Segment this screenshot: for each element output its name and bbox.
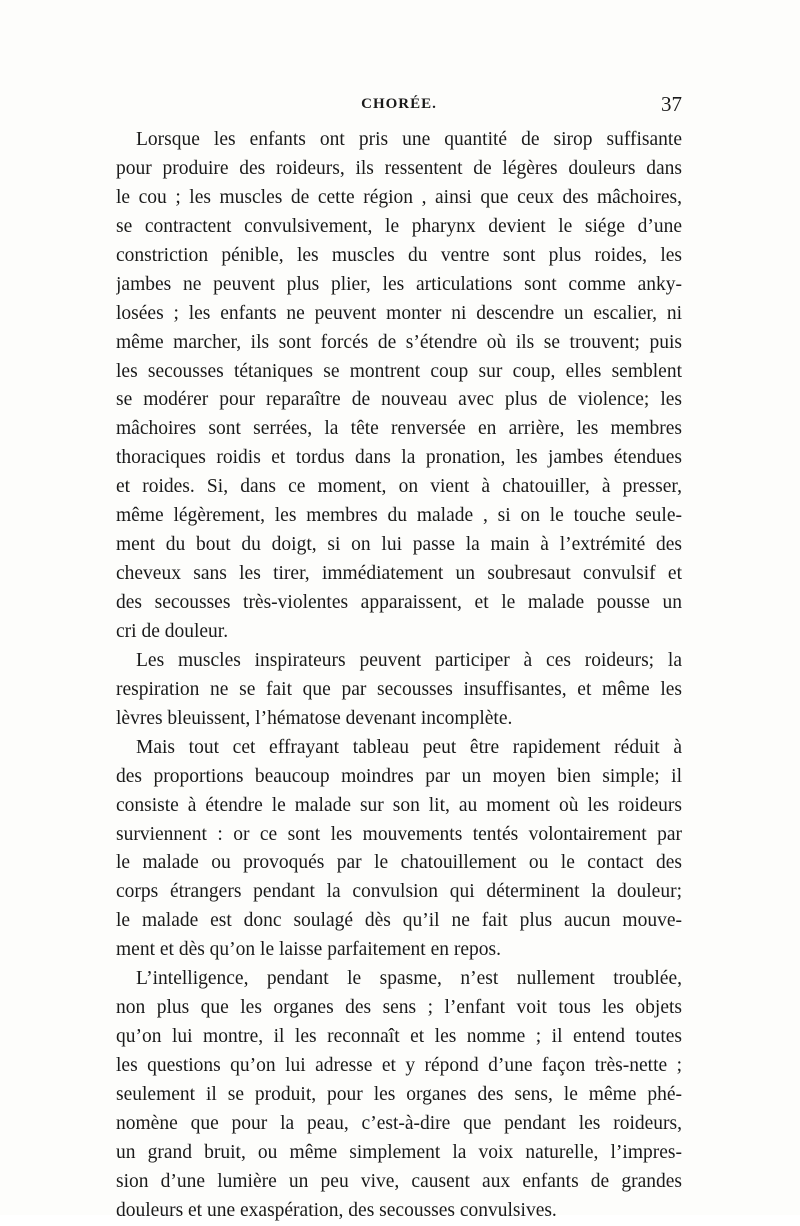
text-line: losées ; les enfants ne peuvent monter ni descendre un escalier, ni bbox=[116, 302, 682, 324]
text-line: même légèrement, les membres du malade , si on le touche seule- bbox=[116, 505, 682, 527]
text-line: un grand bruit, ou même simplement la voix naturelle, l’impres- bbox=[116, 1141, 682, 1163]
text-line: nomène que pour la peau, c’est-à-dire que pendant les roideurs, bbox=[116, 1112, 682, 1134]
text-line: jambes ne peuvent plus plier, les articulations sont comme anky- bbox=[116, 273, 682, 295]
text-line: seulement il se produit, pour les organes des sens, le même phé- bbox=[116, 1083, 682, 1105]
text-line: qu’on lui montre, il les reconnaît et les nomme ; il entend toutes bbox=[116, 1026, 682, 1048]
text-line: lèvres bleuissent, l’hématose devenant incomplète. bbox=[116, 707, 513, 729]
text-line: cheveux sans les tirer, immédiatement un soubresaut convulsif et bbox=[116, 563, 682, 585]
text-line: se contractent convulsivement, le pharynx devient le siége d’une bbox=[116, 215, 682, 237]
text-line: constriction pénible, les muscles du ventre sont plus roides, les bbox=[116, 244, 682, 266]
text-line: ment et dès qu’on le laisse parfaitement en repos. bbox=[116, 939, 501, 961]
text-line: thoraciques roidis et tordus dans la pronation, les jambes étendues bbox=[116, 447, 682, 469]
text-line: non plus que les organes des sens ; l’enfant voit tous les objets bbox=[116, 997, 682, 1019]
text-line: le malade ou provoqués par le chatouillement ou le contact des bbox=[116, 852, 682, 874]
text-line: Lorsque les enfants ont pris une quantité de sirop suffisante bbox=[136, 129, 682, 150]
text-line: Mais tout cet effrayant tableau peut être rapidement réduit à bbox=[136, 736, 682, 758]
text-line: des proportions beaucoup moindres par un moyen bien simple; il bbox=[116, 765, 682, 787]
running-title: CHORÉE. bbox=[361, 96, 437, 112]
text-line: se modérer pour reparaître de nouveau avec plus de violence; les bbox=[116, 389, 682, 411]
text-line: pour produire des roideurs, ils ressentent de légères douleurs dans bbox=[116, 157, 682, 179]
text-line: et roides. Si, dans ce moment, on vient à chatouiller, à presser, bbox=[116, 476, 682, 498]
text-line: le malade est donc soulagé dès qu’il ne fait plus aucun mouve- bbox=[116, 910, 682, 932]
text-line: surviennent : or ce sont les mouvements tentés volontairement par bbox=[116, 823, 682, 845]
text-line: Les muscles inspirateurs peuvent participer à ces roideurs; la bbox=[136, 649, 682, 671]
text-line: mâchoires sont serrées, la tête renversée en arrière, les membres bbox=[116, 418, 682, 440]
text-line: même marcher, ils sont forcés de s’étendre où ils se trouvent; puis bbox=[116, 331, 682, 353]
body-text bbox=[116, 126, 682, 1226]
running-head bbox=[116, 92, 682, 126]
text-line: le cou ; les muscles de cette région , ainsi que ceux des mâchoires, bbox=[116, 186, 682, 208]
text-line: consiste à étendre le malade sur son lit, au moment où les roideurs bbox=[116, 794, 682, 816]
text-line: sion d’une lumière un peu vive, causent aux enfants de grandes bbox=[116, 1170, 682, 1192]
text-line: cri de douleur. bbox=[116, 620, 229, 642]
text-line: les secousses tétaniques se montrent coup sur coup, elles semblent bbox=[116, 360, 682, 382]
text-line: douleurs et une exaspération, des secousses convulsives. bbox=[116, 1199, 557, 1221]
text-line: respiration ne se fait que par secousses insuffisantes, et même les bbox=[116, 678, 682, 700]
text-line: les questions qu’on lui adresse et y répond d’une façon très-nette ; bbox=[116, 1055, 682, 1076]
text-line: des secousses très-violentes apparaissent, et le malade pousse un bbox=[116, 592, 682, 613]
page-number: 37 bbox=[661, 92, 682, 116]
text-line: corps étrangers pendant la convulsion qui déterminent la douleur; bbox=[116, 881, 682, 903]
text-line: ment du bout du doigt, si on lui passe la main à l’extrémité des bbox=[116, 534, 682, 556]
text-line: L’intelligence, pendant le spasme, n’est nullement troublée, bbox=[136, 968, 682, 990]
